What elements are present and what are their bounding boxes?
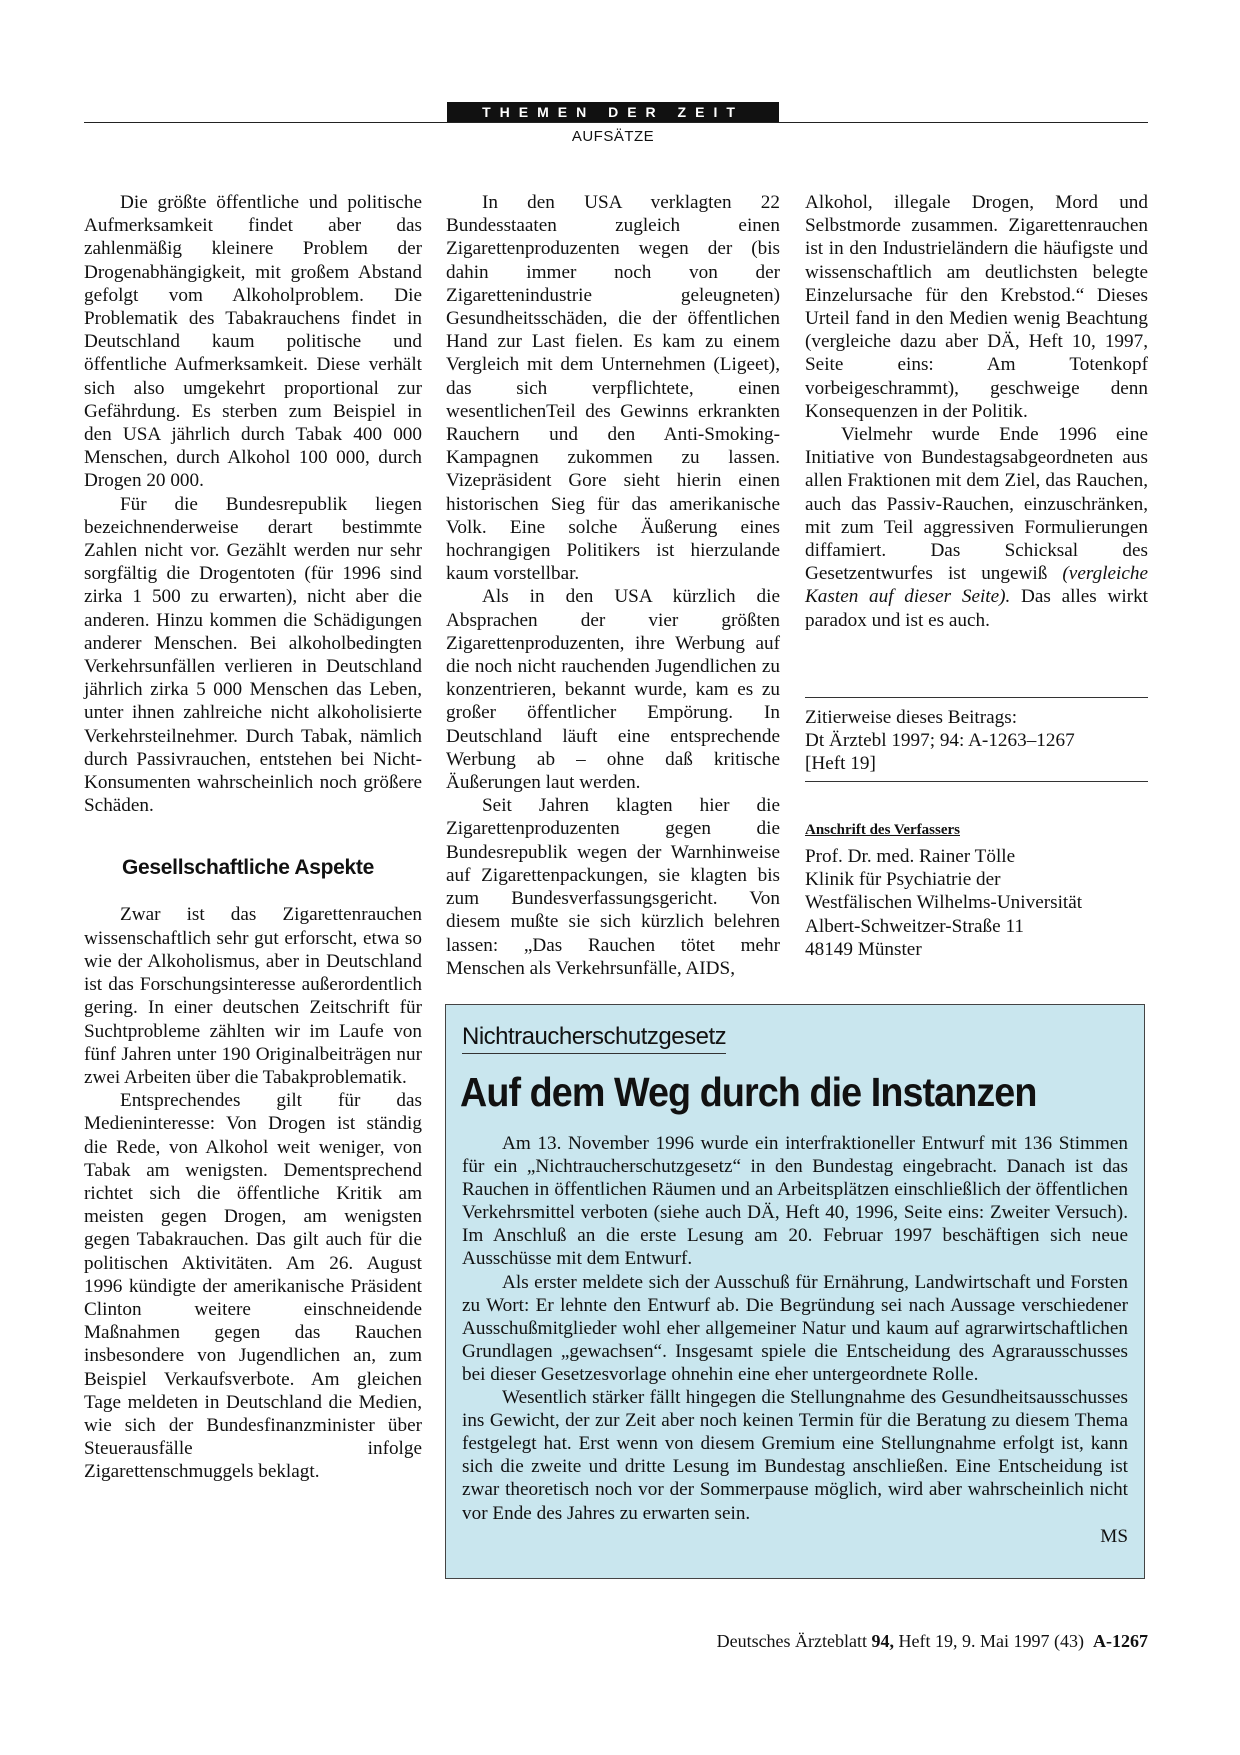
column-3 [805,191,1148,632]
info-box [445,1004,1145,1579]
page-number: A-1267 [1093,1631,1148,1651]
citation-block [805,697,1148,782]
author-address [805,845,1148,961]
paragraph: Seit Jahren klagten hier die Zigarettenproduzenten gegen die Bundesrepublik wegen der Warnhinweise auf Zigarettenpackungen, sie klagten bis zum Bundesverfassungsgericht. Von diesem mußte sie sich kürzlich belehren lassen: „Das Rauchen tötet mehr Menschen als Verkehrsunfälle, AIDS, [446,795,780,979]
journal-name: Deutsches Ärzteblatt [716,1631,868,1651]
section-heading: Gesellschaftliche Aspekte [122,856,375,880]
page-footer [717,1631,1148,1652]
paragraph: In den USA verklagten 22 Bundesstaaten zugleich einen Zigarettenproduzenten wegen der (bis dahin immer noch von der Zigarettenindustrie geleugneten) Gesundheitsschäden, die der öffentlichen Hand zur Last fielen. Es kam zu einem Vergleich mit dem Unternehmen (Ligeet), das sich verpflichtete, einen wesentlichenTeil des Gewinns erkrankten Rauchern und den Anti-Smoking-Kampagnen zukommen zu lassen. Vizepräsident Gore sieht hierin einen historischen Sieg für das amerikanische Volk. Eine solche Äußerung eines hochrangigen Politikers ist hierzulande kaum vorstellbar. [446,192,780,585]
address-line: Albert-Schweitzer-Straße 11 [805,915,1024,937]
address-heading: Anschrift des Verfassers [805,822,960,838]
section-banner: THEMEN DER ZEIT [447,102,779,122]
paragraph: Wesentlich stärker fällt hingegen die Stellungnahme des Gesundheitsausschusses ins Gewicht, der zur Zeit aber noch keinen Termin für die Beratung zu diesem Thema festgelegt hat. Erst wenn von diesem Gremium eine Stellungnahme erfolgt ist, kann sich die zweite und dritte Lesung im Bundestag anschließen. Eine Entscheidung ist zwar theoretisch noch vor der Sommerpause möglich, wird aber wahrscheinlich nicht vor Ende des Jahres zu erwarten sein. [462,1387,1128,1524]
paragraph-text: Das alles wirkt paradox und ist es auch. [805,586,1148,631]
section-subtitle: AUFSÄTZE [571,128,655,145]
address-line: Westfälischen Wilhelms-Universität [805,892,1083,914]
paragraph: Alkohol, illegale Drogen, Mord und Selbstmorde zusammen. Zigarettenrauchen ist in den Industrieländern die häufigste und wissenschaftlich am deutlichsten belegte Einzelursache für den Krebstod.“ Dieses Urteil fand in den Medien wenig Beachtung (vergleiche dazu aber DÄ, Heft 10, 1997, Seite eins: Am Totenkopf vorbeigeschrammt), geschweige denn Konsequenzen in der Politik. [805,192,1148,422]
paragraph: Entsprechendes gilt für das Medieninteresse: Von Drogen ist ständig die Rede, von Alkohol weit weniger, von Tabak am wenigsten. Dementsprechend richtet sich die öffentliche Kritik am meisten gegen Drogen, am wenigsten gegen Tabakrauchen. Das gilt auch für die politischen Aktivitäten. Am 26. August 1996 kündigte der amerikanische Präsident Clinton weitere einschneidende Maßnahmen gegen das Rauchen insbesondere von Jugendlichen an, zum Beispiel Verkaufsverbote. Am gleichen Tage meldeten in Deutschland die Medien, wie sich der Bundesfinanzminister über Steuerausfälle infolge Zigarettenschmuggels beklagt. [84,1090,422,1483]
paragraph: Am 13. November 1996 wurde ein interfraktioneller Entwurf mit 136 Stimmen für ein „Nichtraucherschutzgesetz“ in den Bundestag eingebracht. Danach ist das Rauchen in öffentlichen Räumen und an Arbeitsplätzen einschließlich der öffentlichen Verkehrsmittel verboten (siehe auch DÄ, Heft 40, 1996, Seite eins: Zweiter Versuch). Im Anschluß an die erste Lesung am 20. Februar 1997 beschäftigen sich neue Ausschüsse mit dem Entwurf. [462,1133,1128,1270]
paragraph: Zwar ist das Zigarettenrauchen wissenschaftlich sehr gut erforscht, etwa so wie der Alkoholismus, aber in Deutschland ist das Forschungsinteresse außerordentlich gering. In einer deutschen Zeitschrift für Suchtprobleme zählten wir im Laufe von fünf Jahren unter 190 Originalbeiträgen nur zwei Arbeiten über die Tabakproblematik. [84,904,422,1088]
citation-issue: [Heft 19] [805,753,876,774]
column-2 [446,191,780,980]
paragraph: Als erster meldete sich der Ausschuß für Ernährung, Landwirtschaft und Forsten zu Wort: Er lehnte den Entwurf ab. Die Begründung sei nach Aussage verschiedener Ausschußmitglieder wohl eher allgemeiner Natur und kaum auf agrarwirtschaftlichen Grundlagen „gewachsen“. Insgesamt spiele die Entscheidung des Agrarausschusses bei dieser Gesetzesvorlage ohnehin eine eher untergeordnete Rolle. [462,1271,1128,1385]
paragraph: Die größte öffentliche und politische Aufmerksamkeit findet aber das zahlenmäßig kleinere Problem der Drogenabhängigkeit, mit großem Abstand gefolgt vom Alkoholproblem. Die Problematik des Tabakrauchens findet in Deutschland kaum politische und öffentliche Aufmerksamkeit. Diese verhält sich also umgekehrt proportional zur Gefährdung. Es sterben zum Beispiel in den USA jährlich durch Tabak 400 000 Menschen, durch Alkohol 100 000, durch Drogen 20 000. [84,192,422,492]
paragraph-italic: (vergleiche Kasten auf dieser Seite). [805,563,1148,608]
paragraph-text: Vielmehr wurde Ende 1996 eine Initiative von Bundestagsabgeordneten aus allen Fraktionen mit dem Ziel, das Rauchen, auch das Passiv-Rauchen, einzuschränken, mit zum Teil aggressiven Formulierungen diffamiert. Das Schicksal des Gesetzentwurfes ist ungewiß [805,424,1148,585]
box-kicker: Nichtraucherschutzgesetz [462,1023,726,1054]
citation-reference: Dt Ärztebl 1997; 94: A-1263–1267 [805,730,1075,751]
journal-issue: Heft 19, 9. Mai 1997 (43) [898,1631,1084,1651]
box-signature: MS [1100,1525,1128,1547]
journal-volume: 94, [871,1631,895,1651]
column-1 [84,191,422,1484]
paragraph [805,423,1148,632]
citation-label: Zitierweise dieses Beitrags: [805,707,1018,728]
box-body [462,1132,1128,1548]
paragraph: Für die Bundesrepublik liegen bezeichnenderweise derart bestimmte Zahlen nicht vor. Gezählt werden nur sehr sorgfältig die Drogentoten (für 1996 sind zirka 1 500 zu erwarten), nicht aber die anderen. Hinzu kommen die Schädigungen anderer Menschen. Bei alkoholbedingten Verkehrsunfällen verlieren in Deutschland jährlich zirka 5 000 Menschen das Leben, unter ihnen zahlreiche nicht alkoholisierte Verkehrsteilnehmer. Durch Tabak, nämlich durch Passivrauchen, entstehen bei Nicht-Konsumenten wahrscheinlich noch größere Schäden. [84,493,422,817]
header-rule [84,122,1148,123]
address-line: Prof. Dr. med. Rainer Tölle [805,846,1016,867]
address-line: Klinik für Psychiatrie der [805,869,1001,891]
address-line: 48149 Münster [805,938,922,960]
box-title: Auf dem Weg durch die Instanzen [460,1069,1037,1115]
paragraph: Als in den USA kürzlich die Absprachen der vier größten Zigarettenproduzenten, ihre Werbung auf die noch nicht rauchenden Jugendlichen zu konzentrieren, bekannt wurde, kam es zu großer öffentlicher Empörung. In Deutschland läuft eine entsprechende Werbung ab – ohne daß kritische Äußerungen laut werden. [446,586,780,794]
